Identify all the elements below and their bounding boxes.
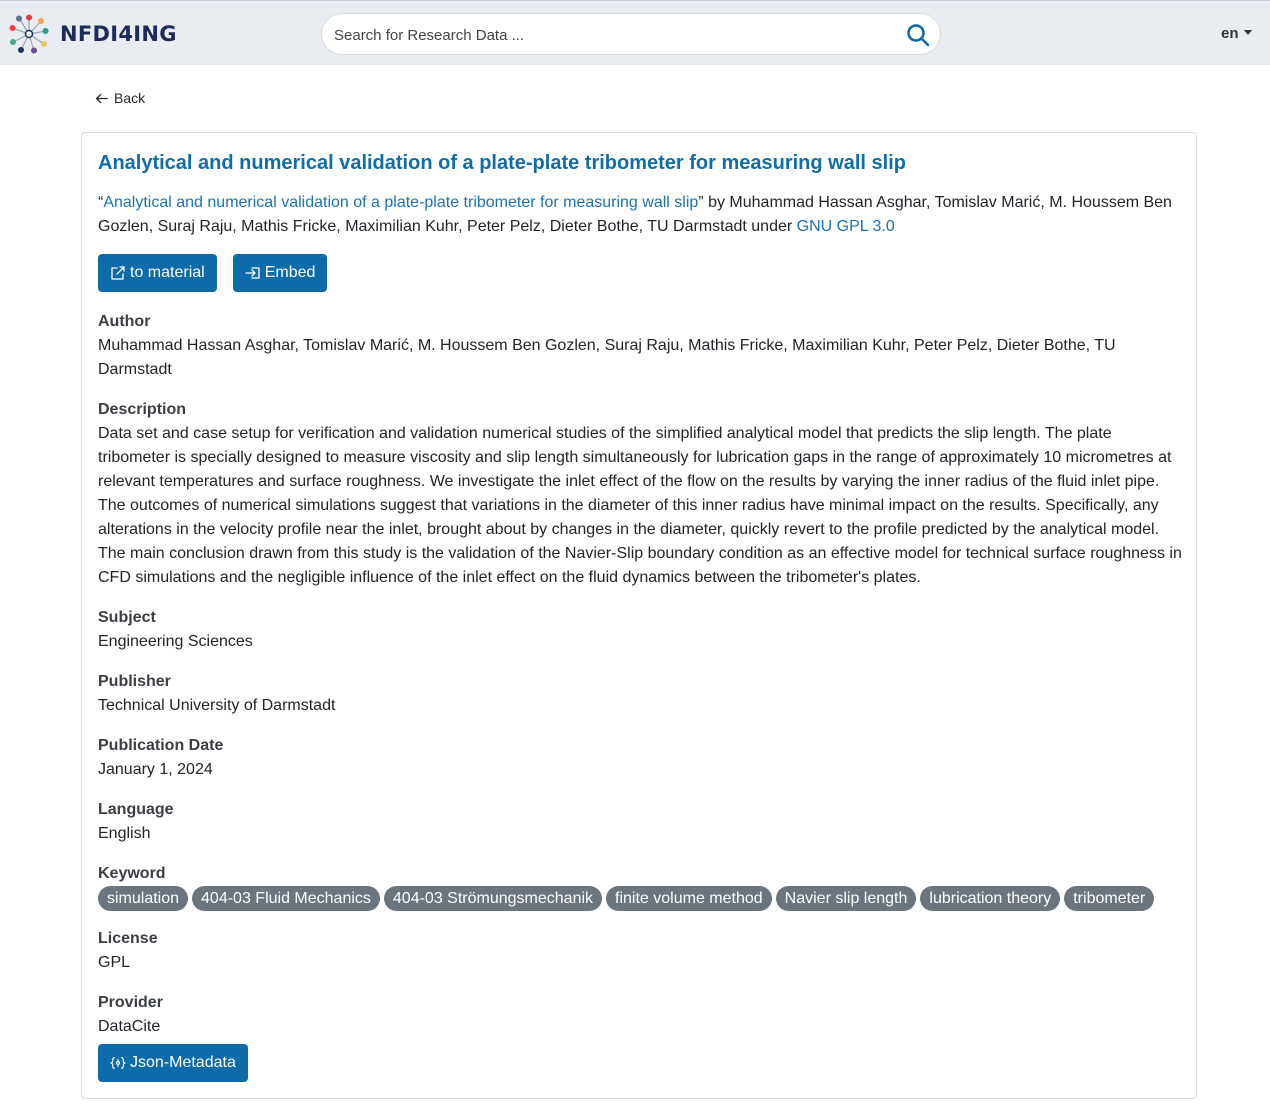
publisher-field [98,670,1183,718]
license-label: License [98,930,158,947]
provider-link[interactable]: DataCite [98,1018,161,1035]
citation-open-quote: “ [98,194,104,211]
license-link[interactable]: GPL [98,954,131,971]
to-material-button[interactable] [98,254,217,292]
record-card [81,132,1197,1099]
keyword-badge[interactable]: 404-03 Fluid Mechanics [192,886,380,911]
subject-label: Subject [98,609,156,626]
embed-label: Embed [264,264,316,281]
provider-label: Provider [98,994,163,1011]
search-icon[interactable] [906,23,930,47]
publisher-value: Technical University of Darmstadt [98,697,336,714]
language-field [98,798,1183,846]
author-label: Author [98,313,151,330]
license-field [98,927,1183,975]
search-bar [321,13,941,55]
citation-title-link[interactable]: Analytical and numerical validation of a plate-plate tribometer for measuring wall slip [103,194,699,211]
keyword-badge[interactable]: tribometer [1064,886,1154,911]
keyword-list [98,886,1183,911]
keyword-badge[interactable]: Navier slip length [776,886,917,911]
back-link[interactable] [95,90,145,106]
description-field [98,398,1183,590]
subject-field [98,606,1183,654]
keyword-badge[interactable]: simulation [98,886,188,911]
citation-text: ” by Muhammad Hassan Asghar, Tomislav Marić, M. Houssem Ben Gozlen, Suraj Raju, Mathis Fricke, Maximilian Kuhr, Peter Pelz, Dieter Bothe, TU Darmstadt under [98,194,1172,235]
language-value: English [98,825,151,842]
author-value: Muhammad Hassan Asghar, Tomislav Marić, M. Houssem Ben Gozlen, Suraj Raju, Mathis Fricke, Maximilian Kuhr, Peter Pelz, Dieter Bothe, TU Darmstadt [98,337,1116,378]
record-title: Analytical and numerical validation of a plate-plate tribometer for measuring wall slip [98,152,906,174]
publisher-label: Publisher [98,673,171,690]
search-input[interactable] [334,22,894,48]
citation-license-link[interactable]: GNU GPL 3.0 [796,218,895,235]
citation [98,191,1183,239]
subject-value: Engineering Sciences [98,633,253,650]
language-field-label: Language [98,801,174,818]
brand-name: NFDI4ING [60,22,177,46]
keyword-badge[interactable]: lubrication theory [920,886,1060,911]
publication-date-label: Publication Date [98,737,224,754]
caret-down-icon [1244,30,1252,35]
keyword-badge[interactable]: 404-03 Strömungsmechanik [384,886,602,911]
language-dropdown[interactable] [1221,25,1252,42]
brand-logo[interactable] [9,14,177,54]
description-label: Description [98,401,187,418]
embed-icon [245,265,261,281]
back-label: Back [114,90,146,106]
arrow-left-icon [95,92,108,105]
to-material-label: to material [130,264,205,281]
keyword-badge[interactable]: finite volume method [606,886,772,911]
json-metadata-label: Json-Metadata [130,1054,236,1071]
language-label: en [1221,25,1239,42]
top-navbar [0,0,1270,65]
description-value: Data set and case setup for verification and validation numerical studies of the simplified analytical model that predicts the slip length. The plate tribometer is specially designed to measure viscosity and slip length simultaneously for lubrication gaps in the range of approximately 10 micrometres at relevant temperatures and surface roughness. We investigate the inlet effect of the flow on the results by varying the inner radius of the fluid inlet pipe. The outcomes of numerical simulations suggest that variations in the diameter of this inner radius have minimal impact on the results. Specifically, any alterations in the velocity profile near the inlet, brought about by changes in the diameter, quickly revert to the profile predicted by the analytical model. The main conclusion drawn from this study is the validation of the Navier-Slip boundary condition as an effective model for technical surface roughness in CFD simulations and the negligible influence of the inlet effect on the fluid dynamics between the tribometer's plates. [98,425,1182,586]
json-metadata-button[interactable] [98,1044,248,1082]
provider-field [98,991,1183,1039]
publication-date-value: January 1, 2024 [98,761,213,778]
action-buttons [98,254,1183,292]
embed-button[interactable] [233,254,328,292]
json-icon [110,1055,126,1071]
keyword-field [98,862,1183,911]
publication-date-field [98,734,1183,782]
keyword-label: Keyword [98,865,166,882]
author-field [98,310,1183,382]
logo-network-icon [9,14,49,54]
external-link-icon [110,265,126,281]
